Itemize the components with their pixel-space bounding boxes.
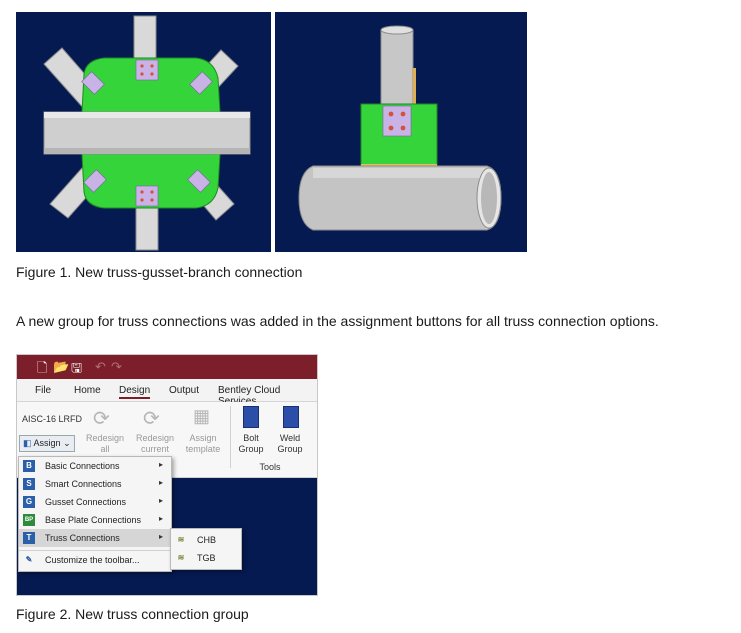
menu-design[interactable]: Design (119, 385, 150, 399)
figure1-left-viewport (16, 12, 271, 252)
truss-branch-model-right (275, 12, 527, 252)
redesign-all-button[interactable]: Redesign all (85, 433, 125, 454)
title-bar (17, 355, 317, 379)
bolt-plate (136, 186, 158, 206)
chevron-right-icon: ▸ (158, 460, 163, 469)
bolt-plate (136, 60, 158, 80)
menu-output[interactable]: Output (169, 385, 200, 396)
bolt-group-icon (243, 406, 259, 428)
chevron-right-icon: ▸ (158, 478, 163, 487)
chord-member (44, 112, 250, 154)
weld-group-button[interactable]: Weld Group (277, 433, 303, 454)
menu-item-customize-toolbar[interactable]: ✎ Customize the toolbar... (19, 550, 171, 569)
menu-item-basic-connections[interactable]: B Basic Connections ▸ (19, 457, 171, 475)
assign-dropdown-menu (18, 456, 172, 572)
smart-connections-icon: S (23, 478, 35, 490)
assign-template-button[interactable]: Assign template (185, 433, 221, 454)
menu-item-gusset-connections[interactable]: G Gusset Connections ▸ (19, 493, 171, 511)
save-icon[interactable]: 🖫 (71, 360, 83, 375)
chevron-down-icon: ⌄ (63, 438, 71, 448)
body-paragraph: A new group for truss connections was added in the assignment buttons for all truss connection options. (16, 313, 659, 329)
menu-home[interactable]: Home (74, 385, 101, 396)
menu-item-base-plate-connections[interactable]: BP Base Plate Connections ▸ (24, 514, 163, 525)
submenu-item-chb[interactable]: ≋ CHB (171, 531, 241, 549)
redo-icon[interactable]: ↷ (111, 359, 122, 374)
redesign-current-icon: ⟳ (143, 408, 160, 430)
bolt-group-button[interactable]: Bolt Group (238, 433, 264, 454)
chb-connection-icon: ≋ (177, 535, 185, 544)
folder-open-icon[interactable]: 📂 (53, 359, 70, 374)
menu-bar (17, 379, 317, 402)
submenu-item-tgb[interactable]: ≋ TGB (171, 549, 241, 567)
assign-template-icon: ▦ (193, 406, 211, 426)
base-plate-connections-icon: BP (23, 514, 35, 526)
redesign-all-icon: ⟳ (93, 408, 110, 430)
assign-label: Assign (33, 438, 61, 448)
bolt-plate (383, 106, 411, 136)
customize-toolbar-icon: ✎ (25, 555, 33, 564)
chevron-right-icon: ▸ (158, 532, 163, 541)
chevron-right-icon: ▸ (158, 496, 163, 505)
undo-icon[interactable]: ↶ (95, 359, 106, 374)
menu-file[interactable]: File (35, 385, 52, 396)
design-code-label: AISC-16 LRFD (22, 414, 83, 424)
menu-item-smart-connections[interactable]: S Smart Connections ▸ (19, 475, 171, 493)
assign-button[interactable] (19, 435, 75, 452)
menu-bentley-cloud-services[interactable]: Bentley Cloud (218, 385, 281, 396)
truss-gusset-model-left (16, 12, 271, 252)
truss-connections-icon: T (23, 532, 35, 544)
weld-group-icon (283, 406, 299, 428)
tools-group-label: Tools (259, 462, 281, 472)
ribbon-separator (230, 406, 231, 468)
tgb-connection-icon: ≋ (177, 553, 185, 562)
file-new-icon[interactable]: 🗋 (37, 360, 48, 375)
gusset-connections-icon: G (23, 496, 35, 508)
chevron-right-icon: ▸ (158, 514, 163, 523)
redesign-current-button[interactable]: Redesign current (135, 433, 175, 454)
branch-tube (381, 30, 413, 106)
menu-item-truss-connections[interactable]: T Truss Connections ▸ (19, 529, 171, 547)
figure1-right-viewport (275, 12, 527, 252)
figure2-caption: Figure 2. New truss connection group (16, 606, 249, 622)
figure1-caption: Figure 1. New truss-gusset-branch connection (16, 264, 303, 280)
truss-connections-submenu (170, 528, 242, 570)
assign-icon: ◧ (23, 438, 32, 448)
basic-connections-icon: B (23, 460, 35, 472)
